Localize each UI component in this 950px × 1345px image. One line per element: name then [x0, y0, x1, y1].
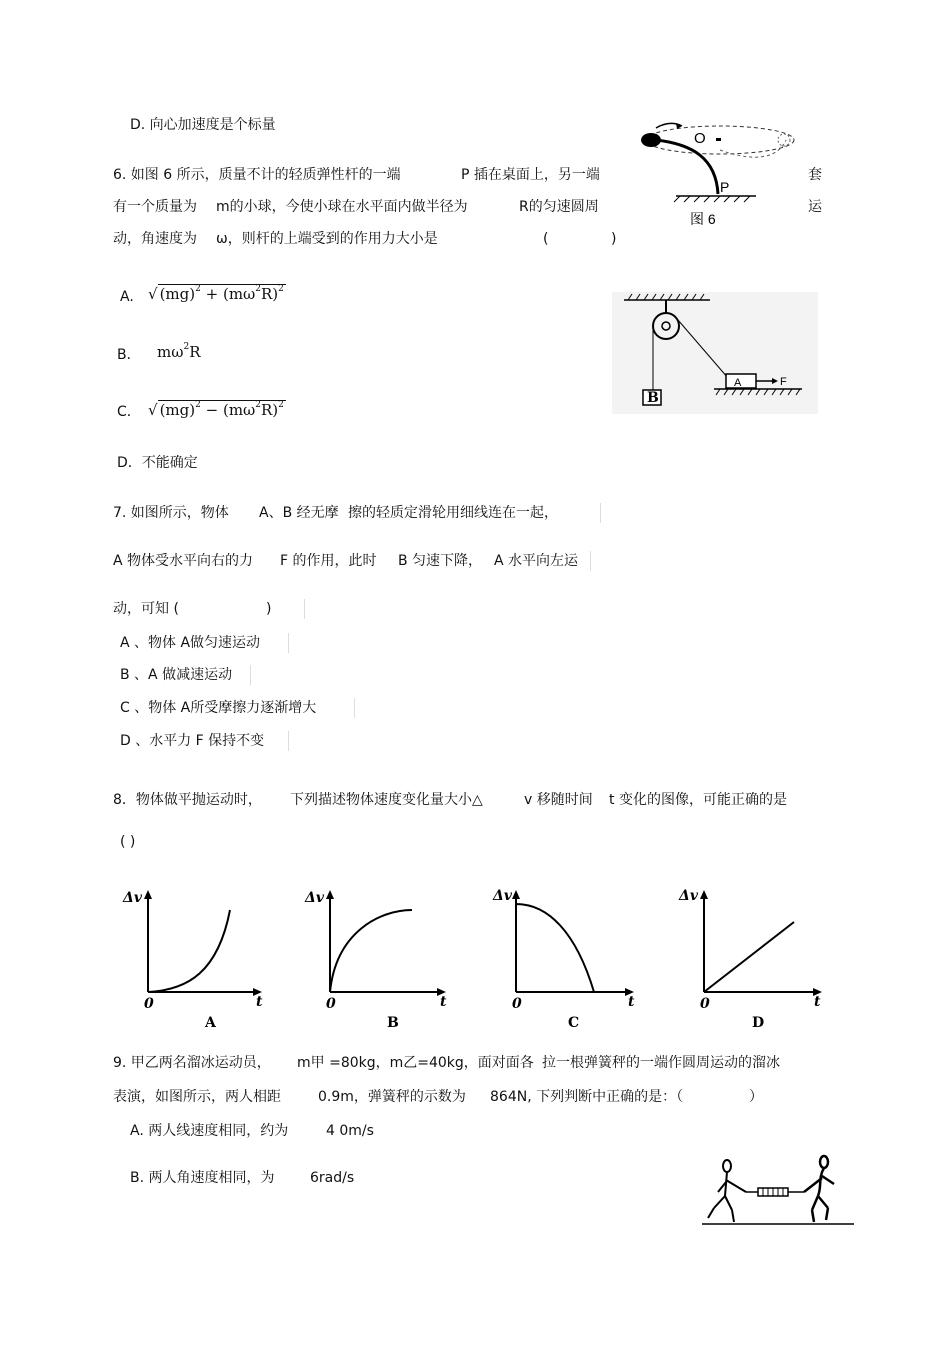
divider	[288, 731, 289, 751]
graph-label: D	[752, 1015, 765, 1031]
q9-line2-b: 0.9m，弹簧秤的示数为	[318, 1089, 466, 1105]
line-d	[704, 922, 794, 992]
q9-line2-c: 864N, 下列判断中正确的是：（	[490, 1089, 684, 1105]
divider	[590, 551, 591, 571]
q5-option-d: D. 向心加速度是个标量	[130, 117, 276, 133]
q9-option-b-text: B. 两人角速度相同，为	[130, 1170, 275, 1186]
q8-line1-a: 8．物体做平抛运动时，	[113, 792, 262, 808]
y-axis-arrow	[144, 890, 152, 899]
origin-label: 0	[144, 996, 154, 1012]
q9-line2-d: ）	[749, 1089, 763, 1105]
q9-line1-a: 9. 甲乙两名溜冰运动员，	[113, 1055, 271, 1071]
q7-line2-a: A 物体受水平向右的力	[113, 553, 254, 569]
q7-line3-b: )	[266, 601, 272, 617]
q9-line1-b: m甲 =80kg，m乙=40kg，面对面各	[297, 1055, 534, 1071]
skater-left	[708, 1160, 746, 1222]
graph-d	[676, 882, 826, 1032]
q9-line2-a: 表演，如图所示，两人相距	[113, 1089, 281, 1105]
tabletop-hatch	[674, 196, 750, 202]
ball	[641, 133, 661, 147]
graph-b	[300, 882, 450, 1032]
y-axis-label: Δv	[123, 890, 142, 906]
y-axis-arrow	[700, 890, 708, 899]
origin-label: 0	[512, 996, 522, 1012]
q9-option-b-value: 6rad/s	[310, 1170, 355, 1186]
figure-caption: 图 6	[690, 211, 716, 227]
q6-option-c-label: C．	[117, 404, 141, 420]
dashed-rod-path	[720, 140, 786, 157]
label-f: F	[780, 376, 787, 388]
q7-line3-a: 动，可知 (	[113, 601, 179, 617]
q6-line3-d: )	[611, 231, 617, 247]
figure-skaters	[700, 1152, 856, 1228]
label-b: B	[647, 390, 659, 406]
x-axis-label: t	[628, 994, 635, 1010]
q9-line1-c: 拉一根弹簧秤的一端作圆周运动的溜冰	[542, 1055, 780, 1071]
q6-line2-c: R的匀速圆周	[519, 199, 599, 215]
skater-right	[804, 1156, 834, 1222]
q6-line2-d: 运	[808, 199, 822, 215]
graph-label: B	[387, 1015, 399, 1031]
q9-option-a-text: A. 两人线速度相同，约为	[130, 1123, 289, 1139]
curve-a	[148, 910, 230, 992]
y-axis-label: Δv	[493, 888, 512, 904]
q7-option-d: D 、水平力 F 保持不变	[120, 733, 265, 749]
graph-label: A	[205, 1015, 216, 1031]
graph-label: C	[568, 1015, 580, 1031]
y-axis-label: Δv	[679, 888, 698, 904]
label-p: P	[720, 179, 730, 195]
q6-line1-a: 6. 如图 6 所示，质量不计的轻质弹性杆的一端	[113, 167, 401, 183]
curve-c	[516, 904, 594, 992]
radical-sign: √	[148, 285, 158, 303]
q8-line1-c: v 移随时间	[524, 792, 593, 808]
q6-option-a-label: A.	[120, 289, 134, 305]
curve-b	[330, 910, 412, 992]
q8-line1-b: 下列描述物体速度变化量大小△	[290, 792, 483, 808]
x-axis-label: t	[440, 994, 447, 1010]
q7-line1-b: A、B 经无摩	[259, 505, 339, 521]
q6-line3-a: 动，角速度为	[113, 231, 197, 247]
y-axis-arrow	[512, 890, 520, 899]
q6-option-d: D．不能确定	[117, 455, 198, 471]
q6-line3-b: ω，则杆的上端受到的作用力大小是	[216, 231, 438, 247]
label-o: O	[694, 130, 706, 147]
divider	[250, 665, 251, 685]
figure-6	[636, 118, 806, 228]
radical-sign: √	[148, 401, 158, 419]
elastic-rod	[656, 140, 718, 194]
divider	[304, 599, 305, 619]
q8-answer-paren: ( )	[120, 834, 136, 850]
origin-label: 0	[326, 996, 336, 1012]
q9-option-a-value: 4 0m/s	[326, 1123, 374, 1139]
q6-line2-b: m的小球，今使小球在水平面内做半径为	[216, 199, 468, 215]
divider	[288, 633, 289, 653]
center-dot	[716, 138, 721, 141]
q7-line2-c: B 匀速下降，	[398, 553, 483, 569]
q7-line2-d: A 水平向左运	[494, 553, 579, 569]
q7-line2-b: F 的作用，此时	[280, 553, 377, 569]
q8-line1-d: t 变化的图像，可能正确的是	[609, 792, 787, 808]
q6-line3-c: (	[543, 231, 549, 247]
divider	[354, 698, 355, 718]
figure-pulley	[612, 292, 818, 414]
q7-line1-a: 7. 如图所示，物体	[113, 505, 229, 521]
divider	[600, 503, 601, 523]
q6-line1-b: P 插在桌面上，另一端	[461, 167, 600, 183]
origin-label: 0	[700, 996, 710, 1012]
q7-option-b: B 、A 做减速运动	[120, 667, 233, 683]
graph-c	[488, 882, 640, 1032]
q7-line1-c: 擦的轻质定滑轮用细线连在一起，	[348, 505, 558, 521]
y-axis-arrow	[326, 890, 334, 899]
q6-option-b-label: B．	[117, 347, 141, 363]
q6-option-c-formula: √ $(mg)^2 - (m\omega^2R)^2$	[148, 400, 284, 419]
q6-line2-a: 有一个质量为	[113, 199, 197, 215]
q7-option-c: C 、物体 A所受摩擦力逐渐增大	[120, 700, 317, 716]
q6-option-a-formula: √ $(mg)^2 + (m\omega^2R)^2$	[148, 284, 284, 303]
y-axis-label: Δv	[305, 890, 324, 906]
x-axis-label: t	[256, 994, 263, 1010]
x-axis-label: t	[814, 994, 821, 1010]
q7-option-a: A 、物体 A做匀速运动	[120, 635, 261, 651]
q6-line1-c: 套	[808, 167, 822, 183]
label-a: A	[734, 377, 742, 389]
graph-a	[118, 882, 268, 1032]
q6-option-b-formula: $m\omega^2R$	[157, 342, 201, 361]
